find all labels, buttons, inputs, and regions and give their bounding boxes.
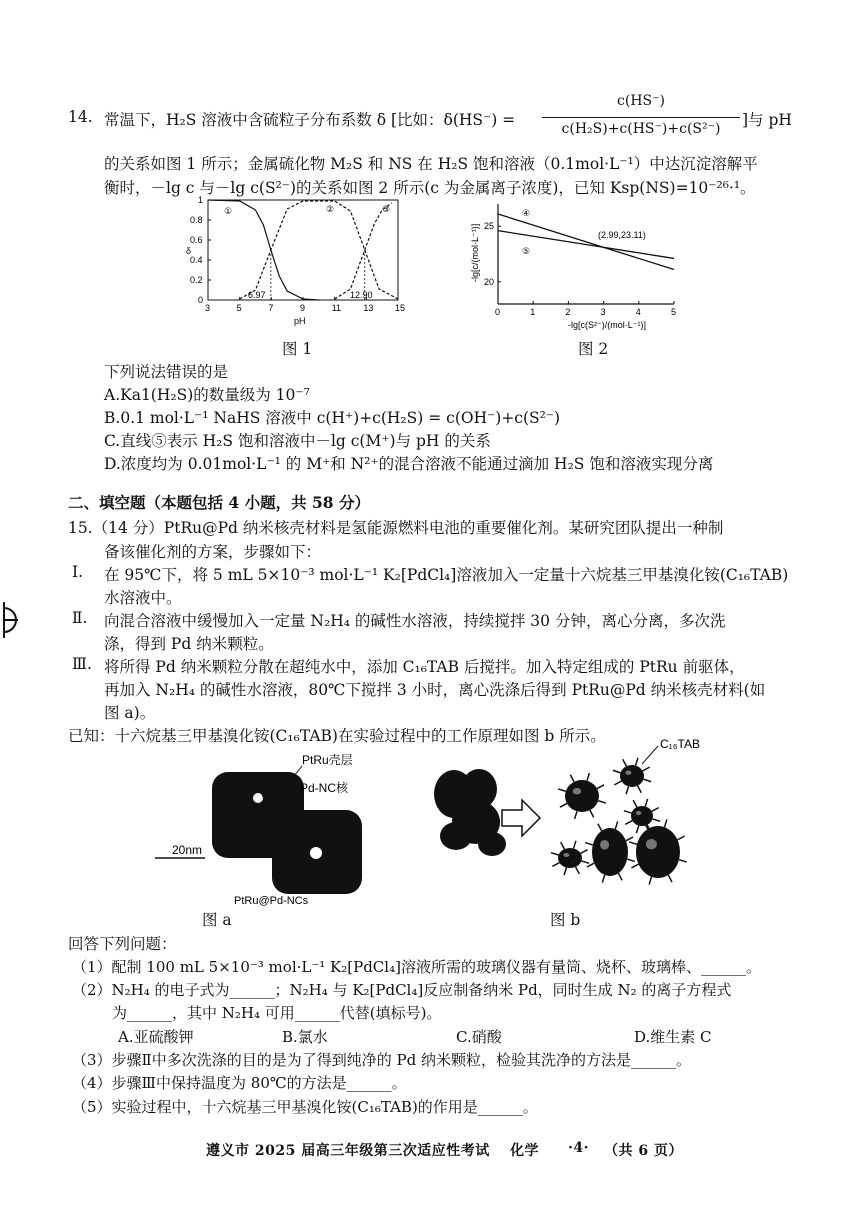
fig1-plot-frame (208, 200, 398, 300)
figb-ctab-label: C₁₆TAB (660, 737, 701, 751)
figa-scale-label: 20nm (172, 843, 203, 857)
fig2-x-tick-label: 2 (565, 307, 571, 317)
fig1-x-tick-label: 15 (395, 303, 406, 313)
q14-option-a: A.Ka1(H₂S)的数量级为 10⁻⁷ (104, 386, 310, 404)
fig1-series-line (335, 203, 392, 299)
figure-2-chart (460, 196, 690, 336)
q14-option-d: D.浓度均为 0.01mol·L⁻¹ 的 M⁺和 N²⁺的混合溶液不能通过滴加 H₂S 饱和溶液实现分离 (104, 455, 714, 473)
q14-option-b: B.0.1 mol·L⁻¹ NaHS 溶液中 c(H⁺)+c(H₂S) = c(OH⁻)+c(S²⁻) (104, 409, 561, 427)
figb-arrow (502, 800, 540, 836)
fig2-x-tick-label: 1 (530, 307, 536, 317)
footer-exam-name: 遵义市 2025 届高三年级第三次适应性考试 (206, 1143, 490, 1159)
fig1-x-tick-label: 13 (363, 303, 374, 313)
q15-sub2-line1: （2）N₂H₄ 的电子式为______；N₂H₄ 与 K₂[PdCl₄]反应制备纳米 Pd，同时生成 N₂ 的离子方程式 (72, 981, 732, 999)
figure-2-caption: 图 2 (578, 340, 609, 358)
q14-stem-line1-end: ]与 pH (742, 111, 792, 129)
q15-step1-text-cont: 水溶液中。 (104, 589, 182, 607)
figb-coated-particle (551, 841, 589, 875)
q15-sub2-option-a: A.亚硫酸钾 (118, 1028, 194, 1046)
figb-coated-particle (558, 773, 606, 819)
fig2-xlabel: -lg[c(S²⁻)/(mol·L⁻¹)] (568, 320, 646, 330)
fig2-x-tick-label: 5 (671, 307, 677, 317)
fig1-ylabel: δ (186, 246, 192, 256)
footer-total-pages: （共 6 页） (604, 1143, 683, 1159)
fig2-x-tick-label: 3 (600, 307, 606, 317)
q15-line1: 15.（14 分）PtRu@Pd 纳米核壳材料是氢能源燃料电池的重要催化剂。某研究团队提出一种制 (68, 519, 724, 537)
fig2-x-tick-label: 0 (495, 307, 501, 317)
q15-answer-prompt: 回答下列问题： (68, 935, 177, 953)
q15-step2-number: Ⅱ. (72, 609, 88, 627)
fig2-y-tick-label: 25 (484, 221, 495, 232)
q15-line2: 备该催化剂的方案，步骤如下： (104, 543, 322, 561)
fig1-series-line (240, 201, 398, 299)
footer-subject: 化学 (510, 1143, 539, 1159)
q15-sub2-option-b: B.氯水 (282, 1028, 328, 1046)
figure-a-caption: 图 a (202, 911, 232, 929)
fig1-x-tick-label: 11 (331, 303, 342, 313)
section-2-title: 二、填空题（本题包括 4 小题，共 58 分） (68, 493, 370, 512)
q15-sub5: （5）实验过程中，十六烷基三甲基溴化铵(C₁₆TAB)的作用是______。 (72, 1098, 538, 1116)
figure-1-chart (176, 192, 416, 332)
fig1-y-tick-label: 0.8 (190, 215, 203, 225)
figb-coated-particle (613, 758, 651, 794)
figure-b-caption: 图 b (550, 911, 581, 929)
fig1-x-tick-label: 9 (300, 303, 306, 313)
fig1-y-tick-label: 0.6 (190, 235, 203, 245)
fig1-annotation-697: 6.97 (248, 290, 266, 300)
q15-step2-text-cont: 涤，得到 Pd 纳米颗粒。 (104, 635, 274, 653)
figa-shell-pointer (294, 766, 302, 776)
fig2-series-label-5: ⑤ (522, 246, 531, 256)
q15-step3-text-cont1: 再加入 N₂H₄ 的碱性水溶液，80℃下搅拌 3 小时，离心洗涤后得到 PtRu@Pd 纳米核壳材料(如 (104, 681, 766, 699)
figa-bottom-label: PtRu@Pd-NCs (234, 895, 309, 907)
figa-core-2 (310, 847, 322, 859)
question-number-14: 14. (68, 108, 93, 126)
fig2-x-tick-label: 4 (635, 307, 641, 317)
fig1-y-tick-label: 1 (198, 195, 204, 205)
q14-stem-line3: 衡时，－lg c 与－lg c(S²⁻)的关系如图 2 所示(c 为金属离子浓度)，已知 Ksp(NS)=10⁻²⁶·¹。 (104, 179, 756, 197)
fig2-intersection-label: (2.99,23.11) (598, 230, 646, 240)
formula-denominator: c(H₂S)+c(HS⁻)+c(S²⁻) (561, 121, 721, 137)
q15-step3-text-cont2: 图 a)。 (104, 704, 156, 722)
fig2-y-tick-label: 20 (484, 276, 495, 287)
fig1-x-tick-label: 3 (205, 303, 211, 313)
figb-aggregate (434, 769, 506, 856)
q15-sub2-line2: 为______，其中 N₂H₄ 可用______代替(填标号)。 (112, 1004, 442, 1022)
figa-core-1 (253, 793, 263, 803)
formula-fraction-bar (542, 117, 740, 118)
fig1-y-tick-label: 0.4 (190, 255, 203, 265)
fig2-series-line (498, 214, 674, 270)
figa-core-label: Pd-NC核 (300, 781, 349, 795)
q14-option-c: C.直线⑤表示 H₂S 饱和溶液中－lg c(M⁺)与 pH 的关系 (104, 432, 491, 450)
q15-sub3: （3）步骤Ⅱ中多次洗涤的目的是为了得到纯净的 Pd 纳米颗粒，检验其洗净的方法是______。 (72, 1051, 691, 1069)
binding-mark-icon (0, 598, 20, 642)
q15-sub4: （4）步骤Ⅲ中保持温度为 80℃的方法是______。 (72, 1074, 407, 1092)
fig1-annotation-1290: 12.90 (350, 290, 373, 300)
q15-sub2-option-d: D.维生素 C (634, 1028, 712, 1046)
figure-b-image (424, 734, 744, 894)
figa-shell-label: PtRu壳层 (302, 753, 353, 767)
fig1-xlabel: pH (294, 316, 306, 326)
fig1-x-tick-label: 7 (268, 303, 274, 313)
figb-coated-particle (585, 821, 635, 882)
fig2-series-label-4: ④ (522, 208, 531, 218)
formula-numerator: c(HS⁻) (617, 93, 665, 109)
q15-step1-text: 在 95℃下，将 5 mL 5×10⁻³ mol·L⁻¹ K₂[PdCl₄]溶液加入一定量十六烷基三甲基溴化铵(C₁₆TAB) (104, 566, 789, 584)
figure-1-caption: 图 1 (282, 340, 313, 358)
figure-a-image (150, 748, 400, 908)
q15-known: 已知：十六烷基三甲基溴化铵(C₁₆TAB)在实验过程中的工作原理如图 b 所示。 (68, 727, 606, 745)
fig2-ylabel: -lg[c/(mol·L⁻¹)] (470, 223, 480, 282)
fig1-series-label-2: ② (326, 204, 335, 214)
q14-stem-line2: 的关系如图 1 所示；金属硫化物 M₂S 和 NS 在 H₂S 饱和溶液（0.1mol·L⁻¹）中达沉淀溶解平 (104, 155, 758, 173)
figb-ctab-pointer (642, 746, 658, 764)
fig1-series-label-3: ③ (382, 204, 391, 214)
q15-step3-number: Ⅲ. (72, 655, 92, 673)
q15-sub1: （1）配制 100 mL 5×10⁻³ mol·L⁻¹ K₂[PdCl₄]溶液所需的玻璃仪器有量筒、烧杯、玻璃棒、______。 (72, 958, 761, 976)
q15-sub2-option-c: C.硝酸 (456, 1028, 502, 1046)
footer-page-number: ·4· (568, 1140, 589, 1156)
q14-prompt: 下列说法错误的是 (104, 363, 229, 381)
fig1-x-tick-label: 5 (236, 303, 242, 313)
fig1-series-label-1: ① (224, 206, 233, 216)
fig1-y-tick-label: 0 (198, 295, 204, 305)
q15-step1-number: Ⅰ. (72, 563, 84, 581)
fig1-y-tick-label: 0.2 (190, 275, 203, 285)
q14-stem-line1: 常温下，H₂S 溶液中含硫粒子分布系数 δ [比如：δ(HS⁻) = (104, 111, 516, 129)
q15-step2-text: 向混合溶液中缓慢加入一定量 N₂H₄ 的碱性水溶液，持续搅拌 30 分钟，离心分离，多次洗 (104, 612, 726, 630)
q15-step3-text: 将所得 Pd 纳米颗粒分散在超纯水中，添加 C₁₆TAB 后搅拌。加入特定组成的 PtRu 前驱体， (104, 658, 745, 676)
